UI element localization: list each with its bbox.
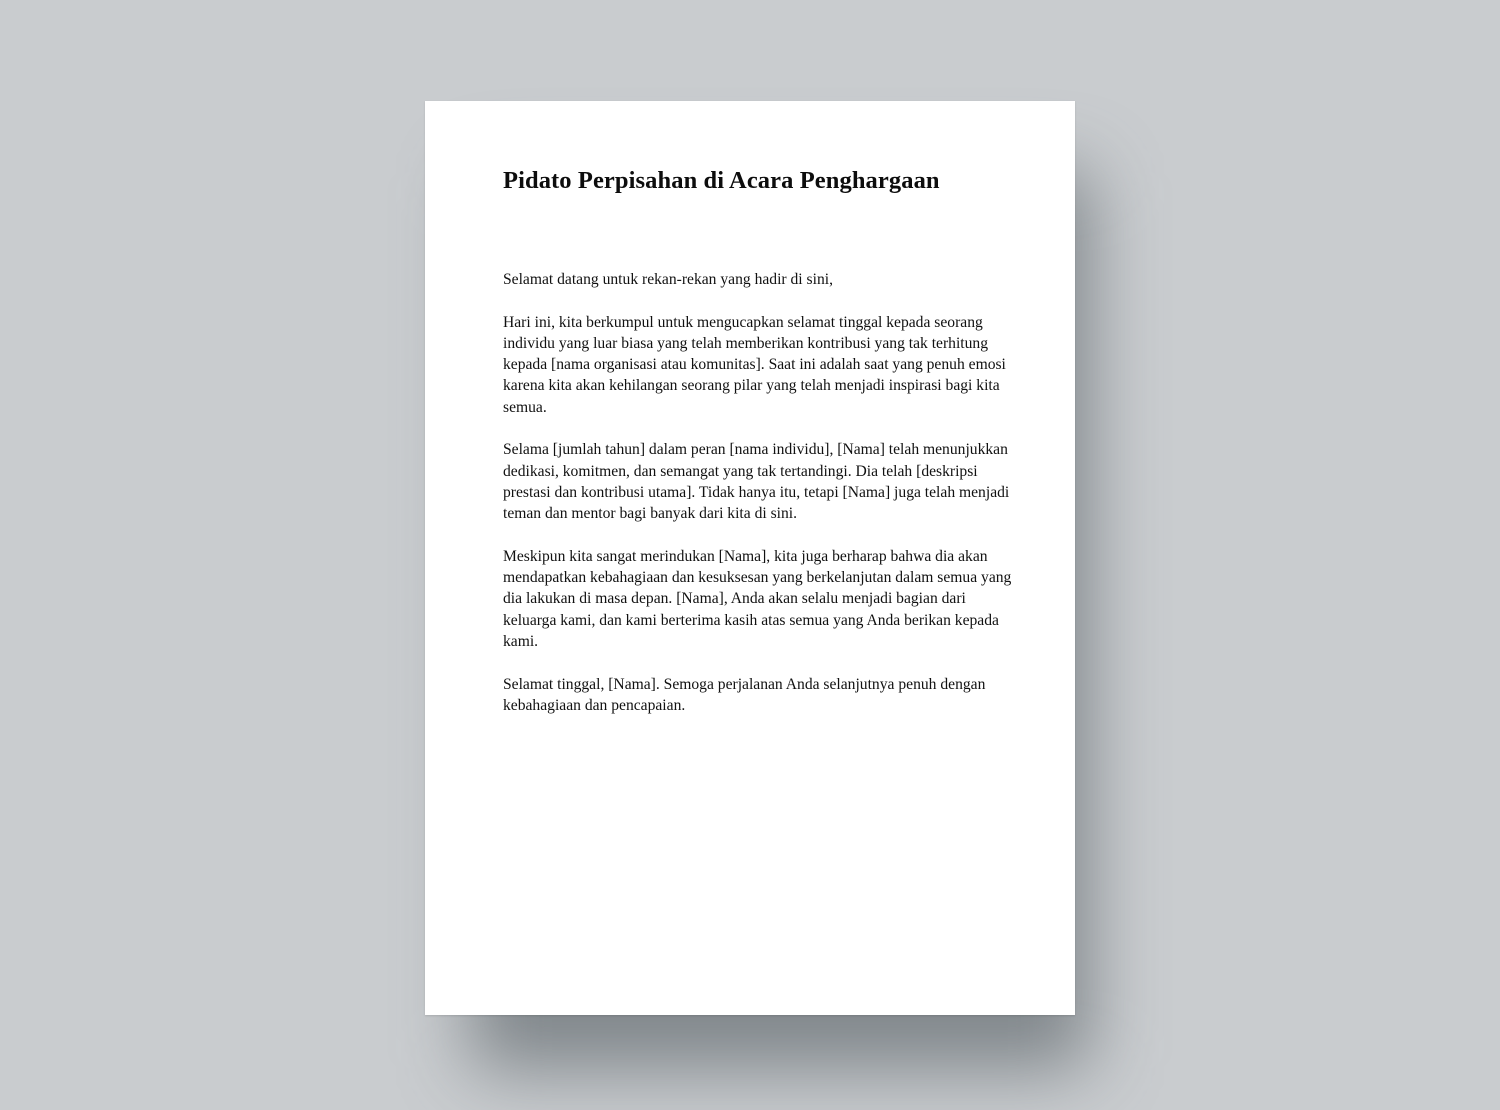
paragraph-greeting: Selamat datang untuk rekan-rekan yang hadir di sini, bbox=[503, 271, 833, 288]
document-title: Pidato Perpisahan di Acara Penghargaan bbox=[503, 167, 940, 194]
paragraph-introduction: Hari ini, kita berkumpul untuk mengucapkan selamat tinggal kepada seorang individu yang luar biasa yang telah memberikan kontribusi yang tak terhitung kepada [nama organisasi atau komunitas]. Saat ini adalah saat yang penuh emosi karena kita akan kehilangan seorang pilar yang telah menjadi inspirasi bagi kita semua. bbox=[503, 313, 1006, 416]
paragraph-farewell: Selamat tinggal, [Nama]. Semoga perjalanan Anda selanjutnya penuh dengan kebahagiaan dan pencapaian. bbox=[503, 675, 986, 714]
paragraph-achievements: Selama [jumlah tahun] dalam peran [nama individu], [Nama] telah menunjukkan dedikasi, komitmen, dan semangat yang tak tertandingi. Dia telah [deskripsi prestasi dan kontribusi utama]. Tidak hanya itu, tetapi [Nama] juga telah menjadi teman dan mentor bagi banyak dari kita di sini. bbox=[503, 441, 1010, 523]
document-body bbox=[503, 269, 1013, 738]
paragraph-wishes: Meskipun kita sangat merindukan [Nama], kita juga berharap bahwa dia akan mendapatkan kebahagiaan dan kesuksesan yang berkelanjutan dalam semua yang dia lakukan di masa depan. [Nama], Anda akan selalu menjadi bagian dari keluarga kami, dan kami berterima kasih atas semua yang Anda berikan kepada kami. bbox=[503, 547, 1012, 651]
document-page bbox=[425, 101, 1075, 1015]
